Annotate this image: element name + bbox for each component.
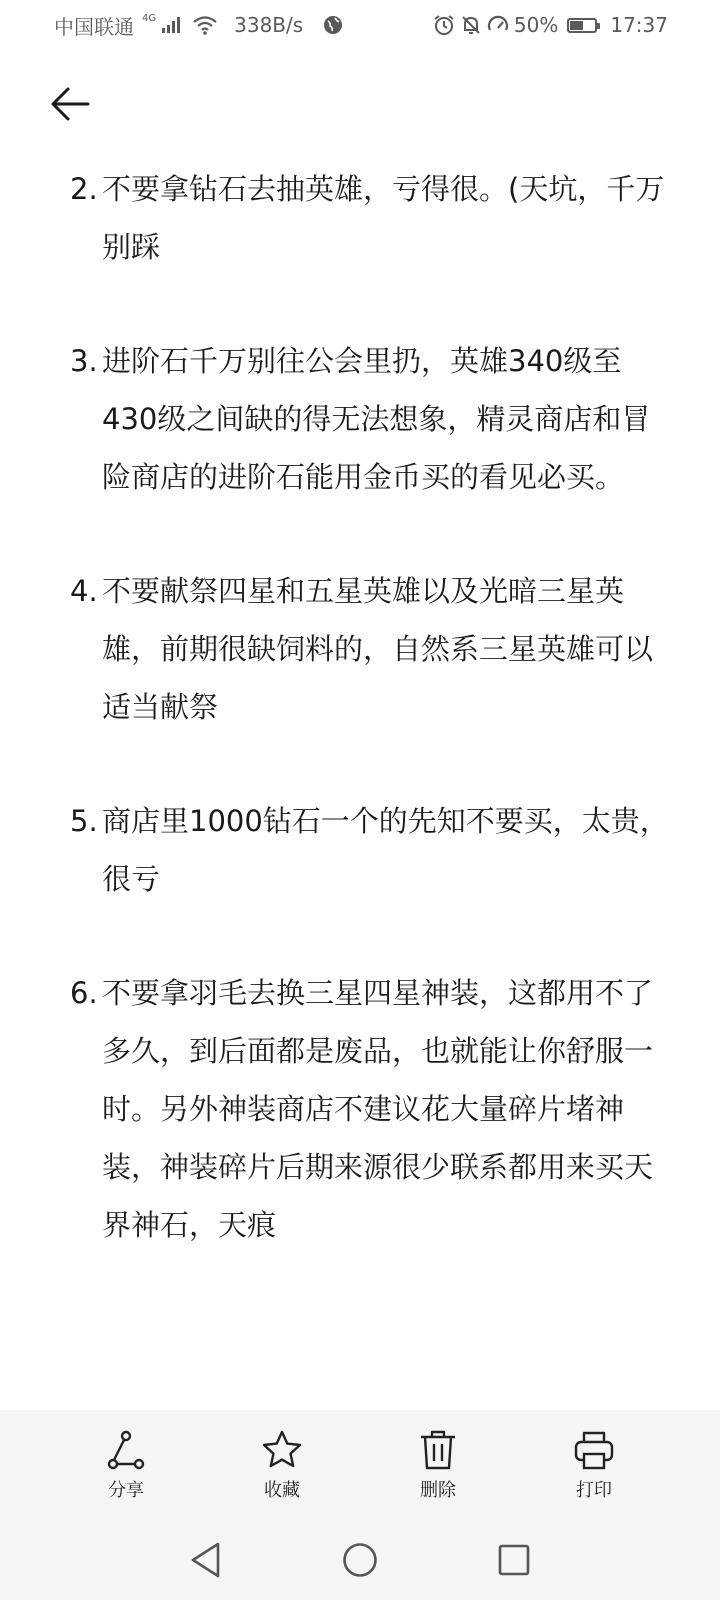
item-number: 3. <box>70 344 98 378</box>
item-text: 进阶石千万别往公会里扔，英雄340级至430级之间缺的得无法想象，精灵商店和冒险商店的进阶石能用金币买的看见必买。 <box>102 344 651 494</box>
list-item <box>70 792 670 908</box>
nav-home-button[interactable] <box>338 1538 382 1582</box>
item-text: 不要拿羽毛去换三星四星神装，这都用不了多久，到后面都是废品，也就能让你舒服一时。另外神装商店不建议花大量碎片堵神装，神装碎片后期来源很少联系都用来买天界神石，天痕 <box>102 976 654 1242</box>
star-icon <box>260 1428 304 1472</box>
share-label: 分享 <box>108 1480 144 1501</box>
favorite-button[interactable] <box>227 1428 337 1502</box>
item-number: 2. <box>70 172 98 206</box>
list-item <box>70 562 670 736</box>
status-right <box>433 13 668 37</box>
arrow-left-icon <box>48 82 92 126</box>
list-item <box>70 964 670 1254</box>
net-speed: 338B/s <box>234 13 304 37</box>
delete-label: 删除 <box>420 1480 456 1501</box>
item-number: 6. <box>70 976 98 1010</box>
nav-back-button[interactable] <box>184 1538 228 1582</box>
alarm-icon <box>433 14 455 36</box>
share-button[interactable] <box>71 1428 181 1502</box>
item-text: 商店里1000钻石一个的先知不要买，太贵，很亏 <box>102 804 669 896</box>
clock: 17:37 <box>610 13 668 37</box>
circle-home-icon <box>341 1541 379 1579</box>
print-button[interactable] <box>539 1428 649 1502</box>
bottom-toolbar <box>0 1410 720 1520</box>
globe-icon <box>323 15 343 35</box>
print-label: 打印 <box>576 1480 612 1501</box>
square-recents-icon <box>496 1542 532 1578</box>
system-nav-bar <box>0 1520 720 1600</box>
battery-fill <box>570 21 583 30</box>
favorite-label: 收藏 <box>264 1480 300 1501</box>
triangle-back-icon <box>188 1541 224 1579</box>
status-bar <box>0 0 720 50</box>
share-icon <box>104 1428 148 1472</box>
speedometer-icon <box>487 14 509 36</box>
mute-bell-icon <box>460 14 482 36</box>
item-text: 不要拿钻石去抽英雄，亏得很。(天坑，千万别踩 <box>102 172 665 264</box>
battery-icon <box>567 18 597 33</box>
item-number: 5. <box>70 804 98 838</box>
carrier-name: 中国联通 <box>54 14 134 39</box>
wifi-icon <box>192 15 218 35</box>
item-text: 不要献祭四星和五星英雄以及光暗三星英雄，前期很缺饲料的，自然系三星英雄可以适当献祭 <box>102 574 654 724</box>
trash-icon <box>416 1428 460 1472</box>
status-left <box>54 11 343 40</box>
item-number: 4. <box>70 574 98 608</box>
network-type: 4G <box>142 12 157 24</box>
list-item <box>70 332 670 506</box>
battery-percent: 50% <box>513 13 559 37</box>
back-button[interactable] <box>44 78 96 130</box>
nav-recents-button[interactable] <box>492 1538 536 1582</box>
note-content <box>70 160 670 1310</box>
delete-button[interactable] <box>383 1428 493 1502</box>
printer-icon <box>572 1428 616 1472</box>
list-item <box>70 160 670 276</box>
signal-icon <box>162 17 180 33</box>
